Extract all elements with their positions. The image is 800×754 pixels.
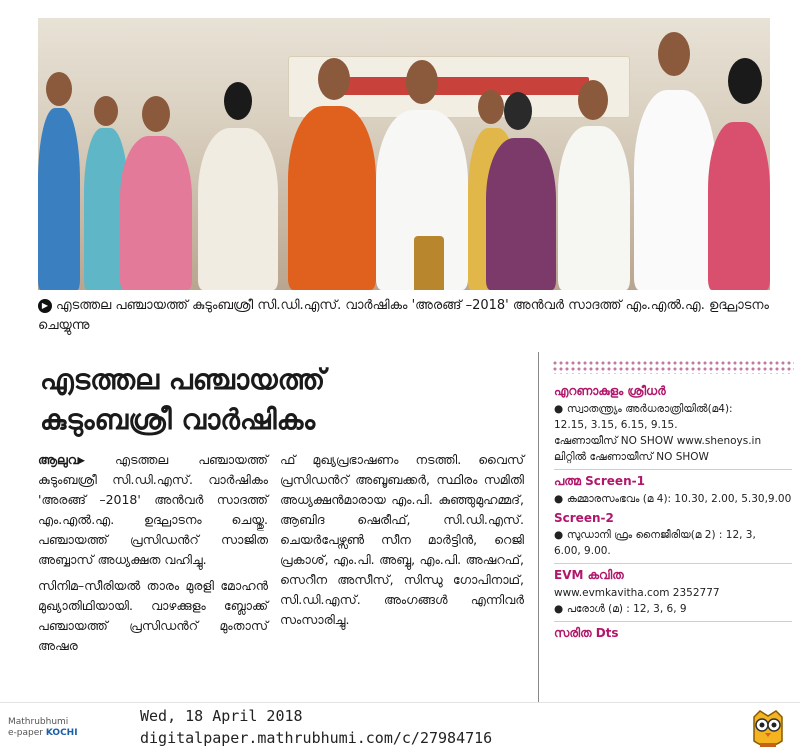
divider bbox=[554, 621, 792, 622]
play-icon: ▶ bbox=[38, 299, 52, 313]
dateline: ആലുവ bbox=[38, 452, 79, 467]
photo-caption bbox=[38, 296, 770, 336]
divider bbox=[554, 469, 792, 470]
listing-line: ഷേണായീസ് NO SHOW www.shenoys.in bbox=[554, 435, 762, 447]
caption-text: എടത്തല പഞ്ചായത്ത് കുടുംബശ്രീ സി.ഡി.എസ്. വാർഷികം 'അരങ്ങ് –2018' അൻവർ സാദത്ത് എം.എൽ.എ. ഉദ്ഘാടനം ചെയ്യുന്നു bbox=[38, 298, 769, 333]
listing-line: ലിറ്റിൽ ഷേണായീസ് NO SHOW bbox=[554, 451, 709, 463]
column-divider bbox=[538, 352, 539, 702]
listing-title: Screen-2 bbox=[554, 511, 614, 525]
listing-title: പത്മ Screen-1 bbox=[554, 474, 645, 488]
listing-title: എറണാകുളം ശ്രീധർ bbox=[554, 384, 666, 398]
listing-line: www.evmkavitha.com 2352777 bbox=[554, 587, 720, 599]
article-paragraph: എടത്തല പഞ്ചായത്ത് കുടുംബശ്രീ സി.ഡി.എസ്. വാർഷികം 'അരങ്ങ് –2018' അൻവർ സാദത്ത് എം.എൽ.എ. ഉദ്ഘാടനം ചെയ്തു. പഞ്ചായത്ത് പ്രസിഡൻറ് സാജിത അബ്ബാസ് അധ്യക്ഷത വഹിച്ചു. bbox=[38, 452, 268, 567]
article-url[interactable]: digitalpaper.mathrubhumi.com/c/27984716 bbox=[140, 729, 493, 747]
logo-city: KOCHI bbox=[45, 728, 78, 738]
listing-title: സരിത Dts bbox=[554, 626, 619, 640]
owl-icon[interactable] bbox=[748, 707, 788, 751]
cinema-listings bbox=[546, 352, 800, 702]
article-headline bbox=[40, 360, 520, 440]
headline-line-1: എടത്തല പഞ്ചായത്ത് bbox=[40, 363, 326, 396]
listing-line: ● പരോൾ (മ) : 12, 3, 6, 9 bbox=[554, 603, 687, 615]
logo-line-1: Mathrubhumi bbox=[8, 717, 69, 727]
logo-line-2: e-paper bbox=[8, 728, 43, 738]
article-paragraph: ഫ് മുഖ്യപ്രഭാഷണം നടത്തി. വൈസ് പ്രസിഡൻറ് അബൂബക്കർ, സ്ഥിരം സമിതി അധ്യക്ഷൻമാരായ എം.പി. കുഞ്ഞുമുഹമ്മദ്, ആബിദ ഷെരീഫ്, സി.ഡി.എസ്. ചെയർപേഴ്സൺ സീന മാർട്ടിൻ, റെജി പ്രകാശ്, എം.പി. അബ്ബു, എം.പി. അഷറഫ്, സെറീന അസീസ്, സിന്ധു ഗോപിനാഥ്, സി.ഡി.എസ്. അംഗങ്ങൾ എന്നിവർ സംസാരിച്ചു. bbox=[280, 452, 524, 627]
publication-stamp bbox=[140, 705, 492, 749]
article-column-1 bbox=[38, 450, 268, 662]
listing-title: EVM കവിത bbox=[554, 568, 624, 582]
divider bbox=[554, 563, 792, 564]
article-column-2 bbox=[280, 450, 524, 636]
publication-date: Wed, 18 April 2018 bbox=[140, 707, 303, 725]
article-paragraph: സിനിമ–സീരിയൽ താരം മുരളി മോഹൻ മുഖ്യാതിഥിയായി. വാഴക്കുളം ബ്ലോക്ക് പഞ്ചായത്ത് പ്രസിഡൻറ് മുംതാസ് അഷര bbox=[38, 578, 268, 653]
headline-line-2: കുടുംബശ്രീ വാർഷികം bbox=[40, 403, 316, 436]
dateline-arrow-icon: ▸ bbox=[78, 452, 116, 467]
listing-line: 6.00, 9.00. bbox=[554, 545, 611, 557]
listing-line: 12.15, 3.15, 6.15, 9.15. bbox=[554, 419, 678, 431]
news-photo bbox=[38, 18, 770, 290]
mathrubhumi-logo[interactable] bbox=[8, 717, 128, 743]
listing-line: ● കമ്മാരസംഭവം (മ 4): 10.30, 2.00, 5.30,9.00 bbox=[554, 493, 792, 505]
listing-line: ● സ്വാതന്ത്ര്യം അർധരാത്രിയിൽ(മ4): bbox=[554, 403, 733, 415]
dotted-banner bbox=[552, 360, 794, 374]
listing-line: ● സുഡാനി ഫ്രം നൈജീരിയ(മ 2) : 12, 3, bbox=[554, 529, 756, 541]
epaper-footer bbox=[0, 702, 800, 754]
